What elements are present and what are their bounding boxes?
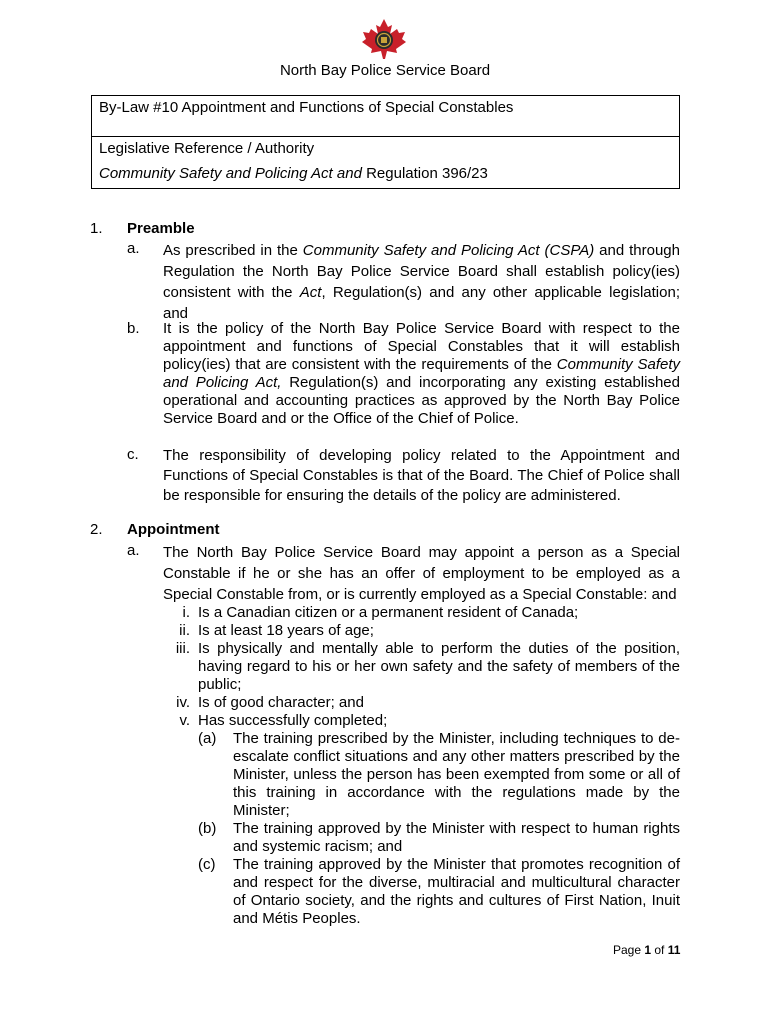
legislative-reference: Community Safety and Policing Act and Regulation 396/23 <box>99 165 488 182</box>
lettered-label: (c) <box>198 856 216 873</box>
page-number: Page 1 of 11 <box>613 943 681 957</box>
requirement-item: Is a Canadian citizen or a permanent resident of Canada; <box>198 604 579 621</box>
item-label: a. <box>127 542 140 559</box>
requirement-item: Is at least 18 years of age; <box>198 622 374 639</box>
item-label: c. <box>127 446 139 463</box>
preamble-paragraph-b: It is the policy of the North Bay Police Service Board with respect to the appointment and functions of Special Constables that it will establish policy(ies) that are consistent with the requirements of the Community Safety and Policing Act, Regulation(s) and incorporating any existing established operational and accounting practices as approved by the North Bay Police Service Board and or the Office of the Chief of Police. <box>163 320 680 427</box>
roman-label: iii. <box>175 640 190 657</box>
bylaw-title: By-Law #10 Appointment and Functions of Special Constables <box>99 99 514 116</box>
roman-label: ii. <box>179 622 190 639</box>
board-title: North Bay Police Service Board <box>279 62 491 79</box>
section-heading-appointment: Appointment <box>127 521 220 538</box>
lettered-label: (a) <box>198 730 217 747</box>
item-label: b. <box>127 320 140 337</box>
police-crest-logo <box>361 18 407 60</box>
legislative-reference-box <box>91 136 680 189</box>
roman-label: iv. <box>176 694 190 711</box>
requirement-item: Has successfully completed; <box>198 712 388 729</box>
legislative-heading: Legislative Reference / Authority <box>99 140 315 157</box>
roman-label: i. <box>182 604 190 621</box>
training-item: The training prescribed by the Minister, including techniques to de-escalate conflict situations and any other matters prescribed by the Minister, unless the person has been exempted from some or all of this training in accordance with the regulations made by the Minister; <box>233 730 680 819</box>
appointment-paragraph-a: The North Bay Police Service Board may appoint a person as a Special Constable if he or she has an offer of employment to be employed as a Special Constable from, or is currently employed as a Special Constable: and <box>163 544 680 603</box>
requirement-item: Is of good character; and <box>198 694 364 711</box>
bylaw-title-box <box>91 95 680 137</box>
section-heading-preamble: Preamble <box>127 220 195 237</box>
section-number: 2. <box>90 521 103 538</box>
training-item: The training approved by the Minister with respect to human rights and systemic racism; and <box>233 820 680 855</box>
section-number: 1. <box>90 220 103 237</box>
item-label: a. <box>127 240 140 257</box>
requirement-item: Is physically and mentally able to perform the duties of the position, having regard to his or her own safety and the safety of members of the public; <box>198 640 680 693</box>
preamble-paragraph-c: The responsibility of developing policy related to the Appointment and Functions of Special Constables is that of the Board. The Chief of Police shall be responsible for ensuring the details of the policy are administered. <box>163 447 680 504</box>
preamble-paragraph-a: As prescribed in the Community Safety and Policing Act (CSPA) and through Regulation the North Bay Police Service Board shall establish policy(ies) consistent with the Act, Regulation(s) and any other applicable legislation; and <box>163 242 680 322</box>
training-item: The training approved by the Minister that promotes recognition of and respect for the diverse, multiracial and multicultural character of Ontario society, and the rights and cultures of First Nation, Inuit and Métis Peoples. <box>233 856 680 927</box>
lettered-label: (b) <box>198 820 217 837</box>
roman-label: v. <box>179 712 190 729</box>
